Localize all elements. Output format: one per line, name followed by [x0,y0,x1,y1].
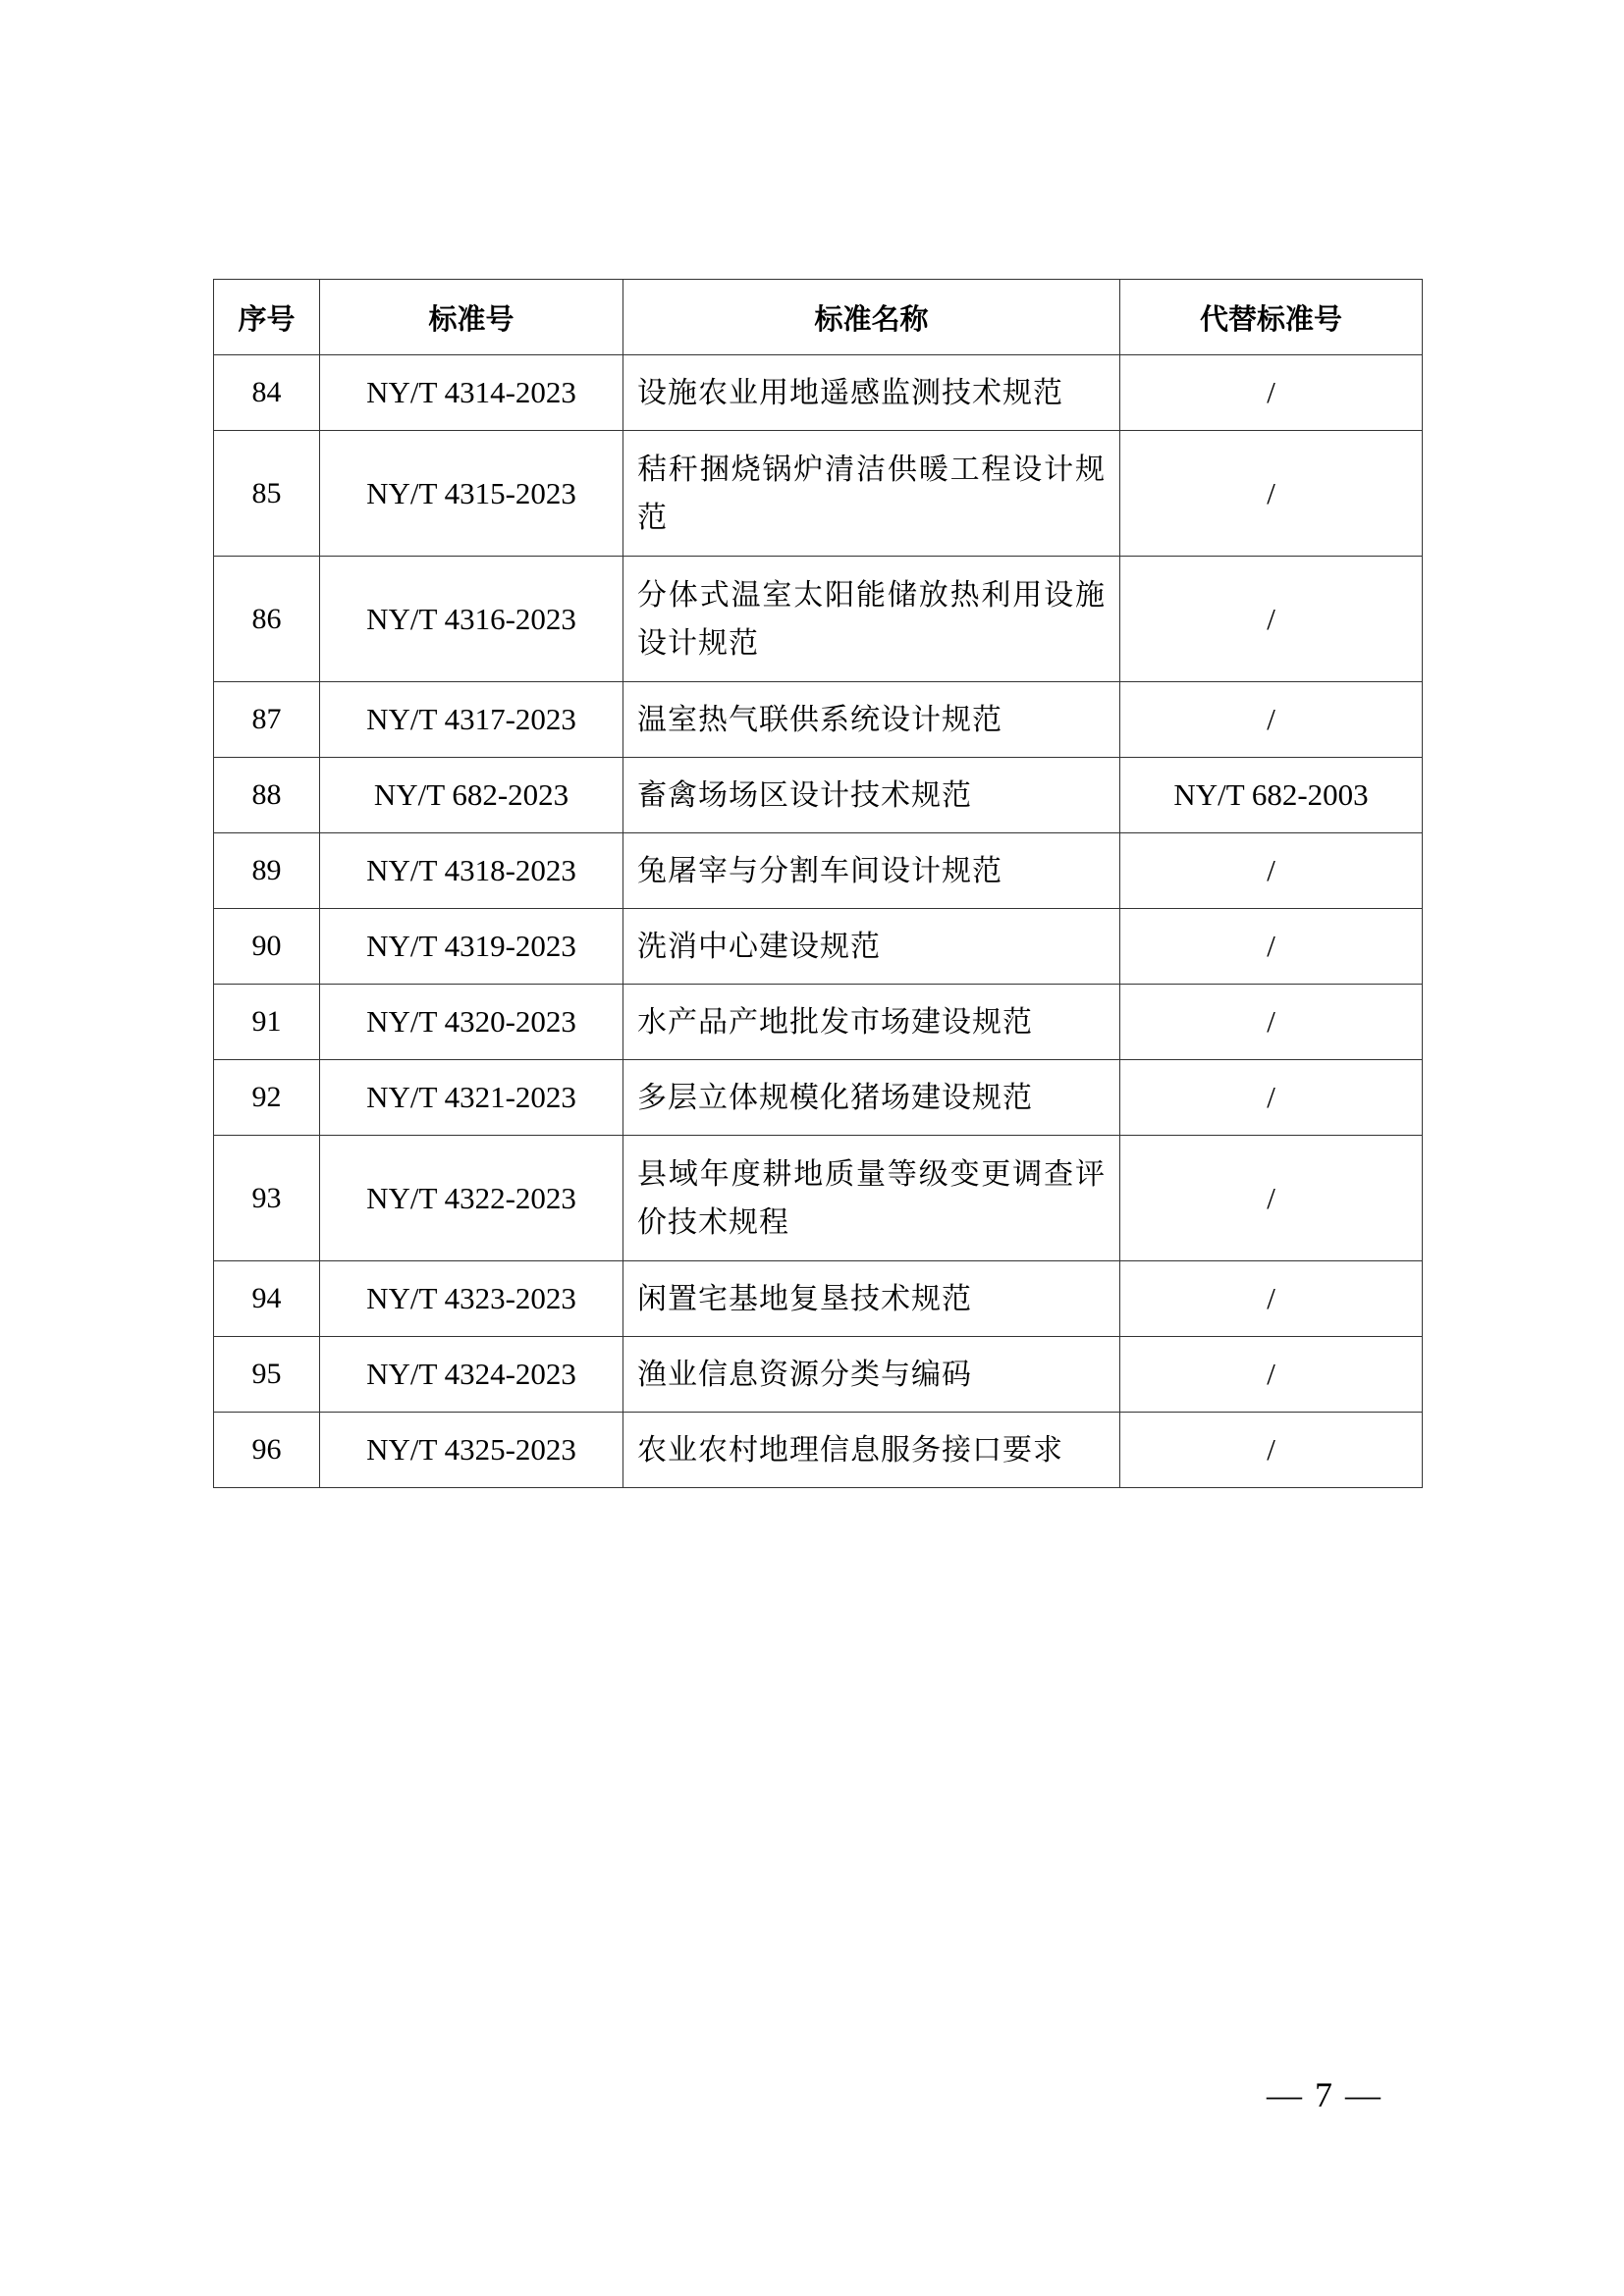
header-standard-name: 标准名称 [623,280,1120,355]
table-row [214,758,1423,833]
cell-standard-code: NY/T 4323-2023 [320,1261,623,1337]
cell-serial-number: 88 [214,758,320,833]
cell-serial-number: 91 [214,985,320,1060]
cell-standard-code: NY/T 4315-2023 [320,431,623,557]
cell-serial-number: 93 [214,1136,320,1261]
cell-standard-name: 农业农村地理信息服务接口要求 [623,1413,1120,1488]
cell-standard-code: NY/T 4317-2023 [320,682,623,758]
table-row [214,833,1423,909]
cell-serial-number: 95 [214,1337,320,1413]
cell-standard-code: NY/T 4318-2023 [320,833,623,909]
cell-standard-name: 渔业信息资源分类与编码 [623,1337,1120,1413]
cell-standard-code: NY/T 4324-2023 [320,1337,623,1413]
table-row [214,909,1423,985]
cell-standard-code: NY/T 4322-2023 [320,1136,623,1261]
table-row [214,1136,1423,1261]
cell-serial-number: 90 [214,909,320,985]
cell-standard-code: NY/T 4314-2023 [320,355,623,431]
cell-serial-number: 87 [214,682,320,758]
table-header-row [214,280,1423,355]
cell-replaced-standard: / [1120,355,1423,431]
table-row [214,557,1423,682]
cell-replaced-standard: / [1120,1413,1423,1488]
cell-replaced-standard: / [1120,985,1423,1060]
cell-standard-name: 温室热气联供系统设计规范 [623,682,1120,758]
table-row [214,1413,1423,1488]
cell-standard-code: NY/T 4316-2023 [320,557,623,682]
cell-replaced-standard: / [1120,431,1423,557]
header-serial-number: 序号 [214,280,320,355]
cell-standard-code: NY/T 4320-2023 [320,985,623,1060]
cell-serial-number: 96 [214,1413,320,1488]
table-row [214,355,1423,431]
header-standard-code: 标准号 [320,280,623,355]
cell-standard-name: 县域年度耕地质量等级变更调查评价技术规程 [623,1136,1120,1261]
cell-replaced-standard: / [1120,1261,1423,1337]
cell-standard-name: 水产品产地批发市场建设规范 [623,985,1120,1060]
cell-serial-number: 84 [214,355,320,431]
cell-standard-code: NY/T 4321-2023 [320,1060,623,1136]
table-row [214,682,1423,758]
cell-standard-name: 兔屠宰与分割车间设计规范 [623,833,1120,909]
table-row [214,1261,1423,1337]
table-row [214,1337,1423,1413]
cell-serial-number: 94 [214,1261,320,1337]
table-row [214,985,1423,1060]
cell-standard-name: 洗消中心建设规范 [623,909,1120,985]
cell-replaced-standard: / [1120,682,1423,758]
header-replaced-standard: 代替标准号 [1120,280,1423,355]
table-row [214,431,1423,557]
cell-standard-name: 设施农业用地遥感监测技术规范 [623,355,1120,431]
cell-standard-name: 秸秆捆烧锅炉清洁供暖工程设计规范 [623,431,1120,557]
table-row [214,1060,1423,1136]
cell-standard-code: NY/T 4325-2023 [320,1413,623,1488]
cell-standard-name: 闲置宅基地复垦技术规范 [623,1261,1120,1337]
cell-standard-code: NY/T 682-2023 [320,758,623,833]
cell-replaced-standard: / [1120,557,1423,682]
cell-replaced-standard: / [1120,833,1423,909]
cell-replaced-standard: / [1120,1060,1423,1136]
cell-standard-name: 多层立体规模化猪场建设规范 [623,1060,1120,1136]
cell-serial-number: 92 [214,1060,320,1136]
cell-standard-name: 分体式温室太阳能储放热利用设施设计规范 [623,557,1120,682]
cell-replaced-standard: NY/T 682-2003 [1120,758,1423,833]
cell-standard-name: 畜禽场场区设计技术规范 [623,758,1120,833]
standards-table [213,279,1423,1488]
cell-replaced-standard: / [1120,1136,1423,1261]
cell-serial-number: 85 [214,431,320,557]
cell-serial-number: 86 [214,557,320,682]
cell-replaced-standard: / [1120,1337,1423,1413]
cell-serial-number: 89 [214,833,320,909]
cell-standard-code: NY/T 4319-2023 [320,909,623,985]
cell-replaced-standard: / [1120,909,1423,985]
page-number: — 7 — [1267,2075,1382,2114]
